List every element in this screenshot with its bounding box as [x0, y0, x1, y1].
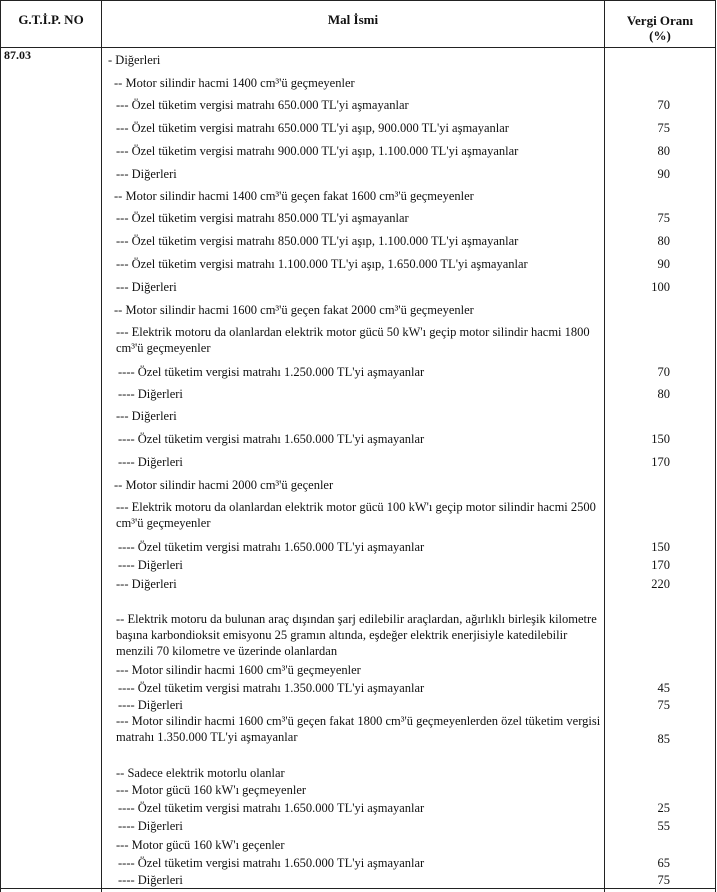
- tariff-item-text: --- Özel tüketim vergisi matrahı 650.000 TL'yi aşıp, 900.000 TL'yi aşmayanlar: [116, 121, 509, 135]
- tariff-item-text: --- Elektrik motoru da olanlardan elektrik motor gücü 50 kW'ı geçip motor silindir hacmi 1800 cm³'ü geçmeyenler: [116, 325, 590, 355]
- tariff-item-text: --- Diğerleri: [116, 577, 177, 591]
- tariff-item-text: ---- Diğerleri: [118, 698, 183, 712]
- tariff-item-text: ---- Özel tüketim vergisi matrahı 1.650.000 TL'yi aşmayanlar: [118, 856, 425, 870]
- header-mal-ismi: Mal İsmi: [327, 12, 379, 27]
- tariff-rate: 80: [657, 234, 670, 248]
- tariff-item-text: ---- Diğerleri: [118, 455, 183, 469]
- tariff-rate: 65: [657, 856, 670, 870]
- tariff-item-text: --- Motor silindir hacmi 1600 cm³'ü geçen fakat 1800 cm³'ü geçmeyenlerden özel tüketim vergisi matrahı 1.350.000 TL'yi aşmayanlar: [116, 714, 601, 744]
- table-border-left: [0, 0, 1, 892]
- tariff-rate: 75: [657, 211, 670, 225]
- tariff-item-text: -- Motor silindir hacmi 1600 cm³'ü geçen fakat 2000 cm³'ü geçmeyenler: [114, 303, 474, 317]
- tariff-item-text: - Diğerleri: [108, 53, 161, 67]
- tariff-item-text: --- Diğerleri: [116, 167, 177, 181]
- tariff-item-text: --- Özel tüketim vergisi matrahı 650.000 TL'yi aşmayanlar: [116, 98, 409, 112]
- tariff-item-text: --- Diğerleri: [116, 409, 177, 423]
- tariff-rate: 25: [657, 801, 670, 815]
- tariff-item-text: --- Özel tüketim vergisi matrahı 900.000 TL'yi aşıp, 1.100.000 TL'yi aşmayanlar: [116, 144, 519, 158]
- tariff-item-text: --- Özel tüketim vergisi matrahı 850.000 TL'yi aşıp, 1.100.000 TL'yi aşmayanlar: [116, 234, 519, 248]
- tariff-rate: 170: [651, 558, 670, 572]
- tariff-rate: 100: [651, 280, 670, 294]
- table-border-right: [715, 0, 716, 892]
- tariff-rate: 70: [657, 98, 670, 112]
- tariff-item-text: --- Elektrik motoru da olanlardan elektrik motor gücü 100 kW'ı geçip motor silindir hacmi 2500 cm³'ü geçmeyenler: [116, 500, 596, 530]
- tariff-item-text: ---- Diğerleri: [118, 387, 183, 401]
- tariff-item-text: ---- Özel tüketim vergisi matrahı 1.650.000 TL'yi aşmayanlar: [118, 540, 425, 554]
- header-divider: [0, 47, 716, 48]
- tariff-item-text: --- Motor gücü 160 kW'ı geçenler: [116, 838, 285, 852]
- tariff-rate: 45: [657, 681, 670, 695]
- tariff-item-text: -- Elektrik motoru da bulunan araç dışından şarj edilebilir araçlardan, ağırlıklı birleşik kilometre başına karbondioksit emisyonu 25 gramın altında, eşdeğer elektrik enerjisiyle katedilebilir menzili 70 kilometre ve üzerinde olanlardan: [116, 612, 597, 658]
- tariff-rate: 85: [657, 732, 670, 746]
- tariff-item-text: ---- Özel tüketim vergisi matrahı 1.350.000 TL'yi aşmayanlar: [118, 681, 425, 695]
- header-vergi-orani: Vergi Oranı: [626, 13, 694, 28]
- tariff-rate: 220: [651, 577, 670, 591]
- tariff-item-text: ---- Özel tüketim vergisi matrahı 1.650.000 TL'yi aşmayanlar: [118, 432, 425, 446]
- table-border-top: [0, 0, 716, 1]
- tariff-rate: 75: [657, 873, 670, 887]
- tariff-rate: 150: [651, 540, 670, 554]
- tariff-item-text: -- Motor silindir hacmi 1400 cm³'ü geçmeyenler: [114, 76, 355, 90]
- column-divider-code: [101, 0, 102, 892]
- gtip-code: 87.03: [4, 48, 31, 62]
- tariff-item-text: --- Motor silindir hacmi 1600 cm³'ü geçmeyenler: [116, 663, 361, 677]
- tariff-item-text: -- Motor silindir hacmi 2000 cm³'ü geçenler: [114, 478, 334, 492]
- tariff-rate: 75: [657, 121, 670, 135]
- tariff-item-text: ---- Özel tüketim vergisi matrahı 1.650.000 TL'yi aşmayanlar: [118, 801, 425, 815]
- tariff-item-text: ---- Diğerleri: [118, 558, 183, 572]
- tariff-item-text: ---- Diğerleri: [118, 873, 183, 887]
- tariff-item-text: -- Motor silindir hacmi 1400 cm³'ü geçen fakat 1600 cm³'ü geçmeyenler: [114, 189, 474, 203]
- header-vergi-orani-unit: (%): [649, 28, 671, 43]
- tariff-rate: 90: [657, 257, 670, 271]
- tariff-rate: 150: [651, 432, 670, 446]
- tariff-item-text: --- Diğerleri: [116, 280, 177, 294]
- header-gtip: G.T.İ.P. NO: [18, 12, 84, 27]
- table-border-bottom: [0, 888, 716, 889]
- tariff-item-text: ---- Diğerleri: [118, 819, 183, 833]
- tariff-rate: 170: [651, 455, 670, 469]
- tariff-rate: 70: [657, 365, 670, 379]
- tariff-rate: 75: [657, 698, 670, 712]
- tariff-rate: 80: [657, 387, 670, 401]
- tariff-rate: 55: [657, 819, 670, 833]
- tariff-rate: 90: [657, 167, 670, 181]
- tariff-item-text: --- Özel tüketim vergisi matrahı 1.100.000 TL'yi aşıp, 1.650.000 TL'yi aşmayanlar: [116, 257, 528, 271]
- tariff-item-text: --- Motor gücü 160 kW'ı geçmeyenler: [116, 783, 307, 797]
- tariff-item-text: ---- Özel tüketim vergisi matrahı 1.250.000 TL'yi aşmayanlar: [118, 365, 425, 379]
- tariff-rate: 80: [657, 144, 670, 158]
- tariff-item-text: --- Özel tüketim vergisi matrahı 850.000 TL'yi aşmayanlar: [116, 211, 409, 225]
- tariff-item-text: -- Sadece elektrik motorlu olanlar: [116, 766, 285, 780]
